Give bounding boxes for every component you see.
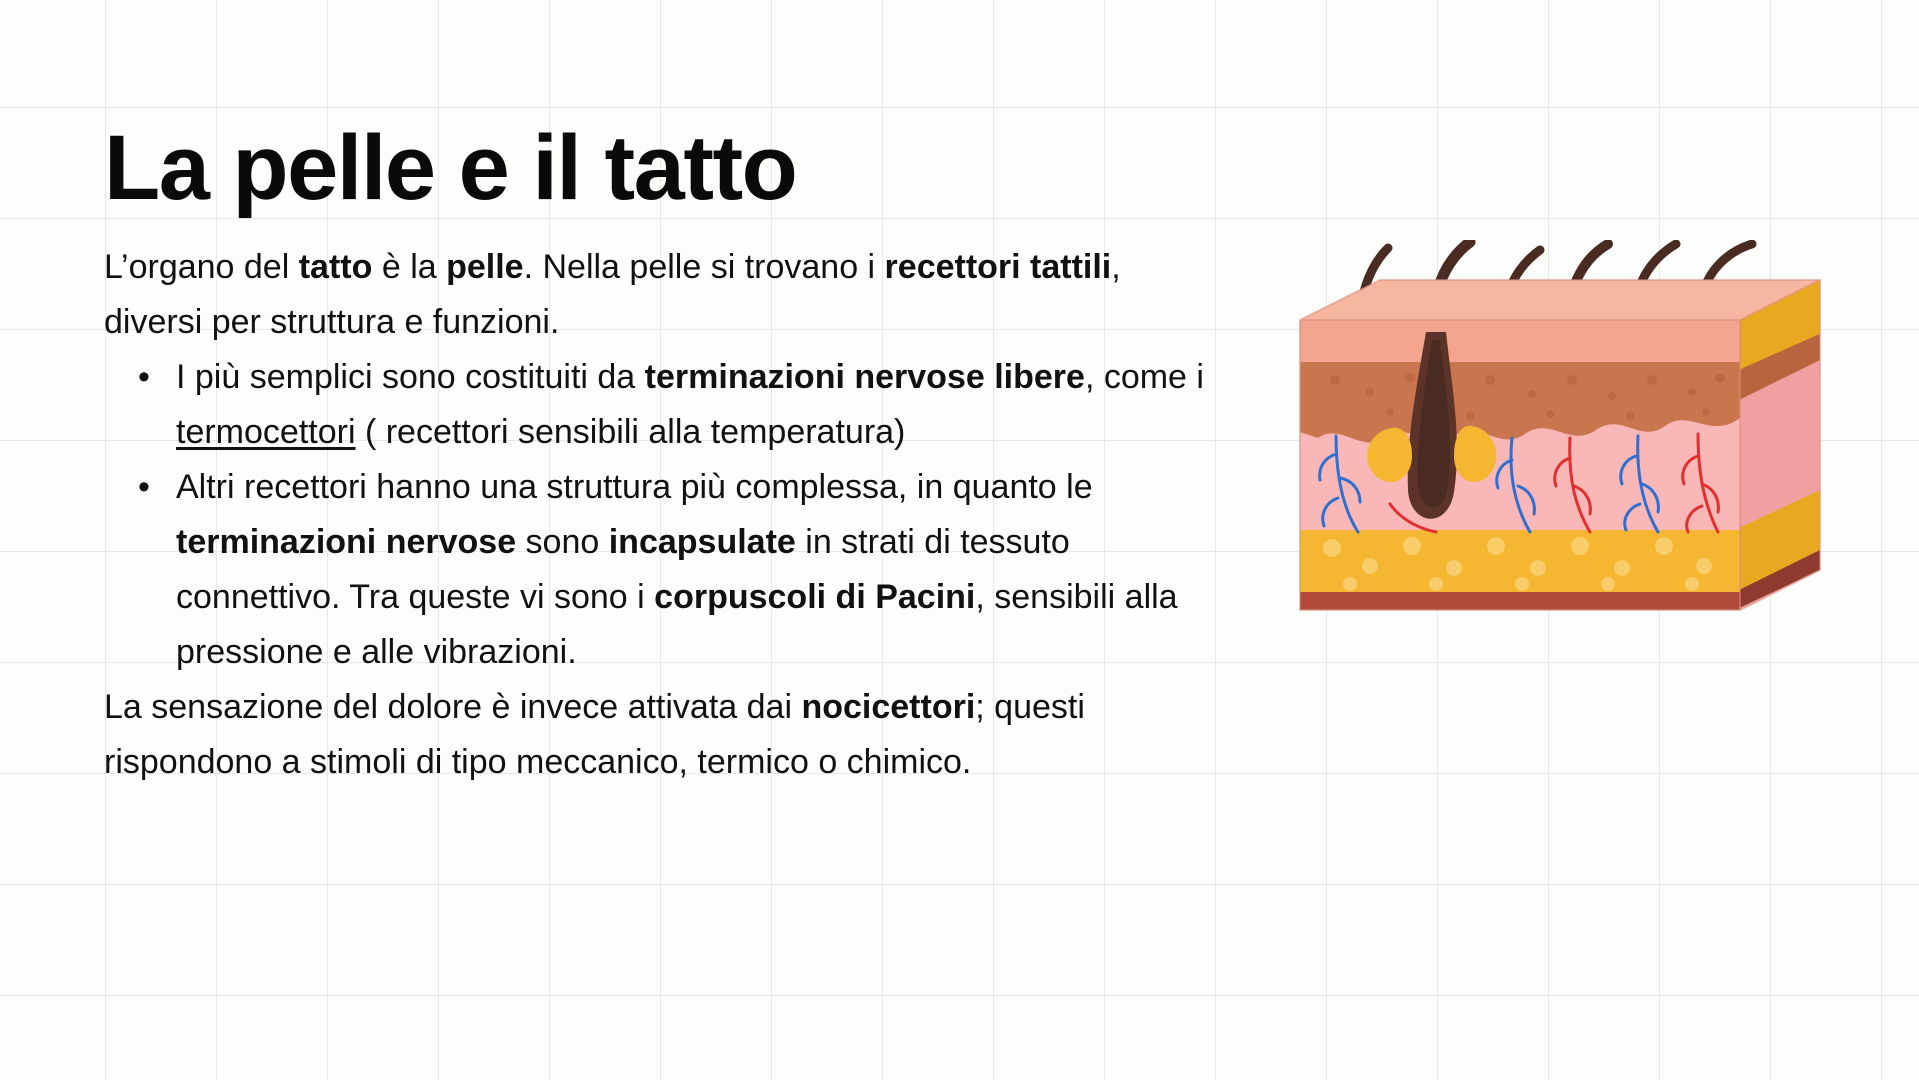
- closing-text-1: La sensazione del dolore è invece attivata dai: [104, 688, 802, 726]
- closing-paragraph: [104, 680, 1214, 790]
- intro-text-3: . Nella pelle si trovano i: [523, 248, 885, 286]
- intro-bold-recettori-tattili: recettori tattili: [884, 248, 1112, 286]
- skin-cross-section-illustration: [1240, 240, 1880, 710]
- intro-text-1: L’organo del: [104, 248, 299, 286]
- closing-text-2: ; questi rispondono a stimoli di tipo meccanico, termico o chimico.: [104, 688, 1085, 781]
- intro-bold-pelle: pelle: [446, 248, 524, 286]
- epidermis-front: [1300, 320, 1740, 362]
- page-title: La pelle e il tatto: [104, 116, 797, 219]
- bullet1-text-3: ( recettori sensibili alla temperatura): [355, 413, 906, 451]
- bullet2-bold-corpuscoli-di-pacini: corpuscoli di Pacini: [654, 578, 976, 616]
- receptor-bullet-list: [104, 350, 1214, 680]
- intro-paragraph: [104, 240, 1214, 350]
- bullet2-text-4: , sensibili alla pressione e alle vibrazioni.: [176, 578, 1178, 671]
- intro-bold-tatto: tatto: [298, 248, 373, 286]
- bullet1-underline-termocettori: termocettori: [176, 413, 356, 451]
- intro-text-4: , diversi per struttura e funzioni.: [104, 248, 1121, 341]
- body-text-column: [104, 240, 1214, 790]
- closing-bold-nocicettori: nocicettori: [801, 688, 976, 726]
- list-item: [166, 350, 1214, 460]
- bullet2-bold-terminazioni-nervose: terminazioni nervose: [176, 523, 517, 561]
- bullet2-text-2: sono: [516, 523, 609, 561]
- intro-text-2: è la: [372, 248, 447, 286]
- bullet2-bold-incapsulate: incapsulate: [608, 523, 796, 561]
- bullet1-text-2: , come i: [1084, 358, 1204, 396]
- list-item: [166, 460, 1214, 680]
- bullet1-bold-terminazioni-nervose-libere: terminazioni nervose libere: [644, 358, 1085, 396]
- base-layer: [1300, 592, 1740, 610]
- bullet2-text-3: in strati di tessuto connettivo. Tra queste vi sono i: [176, 523, 1070, 616]
- bullet1-text-1: I più semplici sono costituiti da: [176, 358, 645, 396]
- epidermis-surface-top: [1300, 280, 1820, 320]
- bullet2-text-1: Altri recettori hanno una struttura più complessa, in quanto le: [176, 468, 1093, 506]
